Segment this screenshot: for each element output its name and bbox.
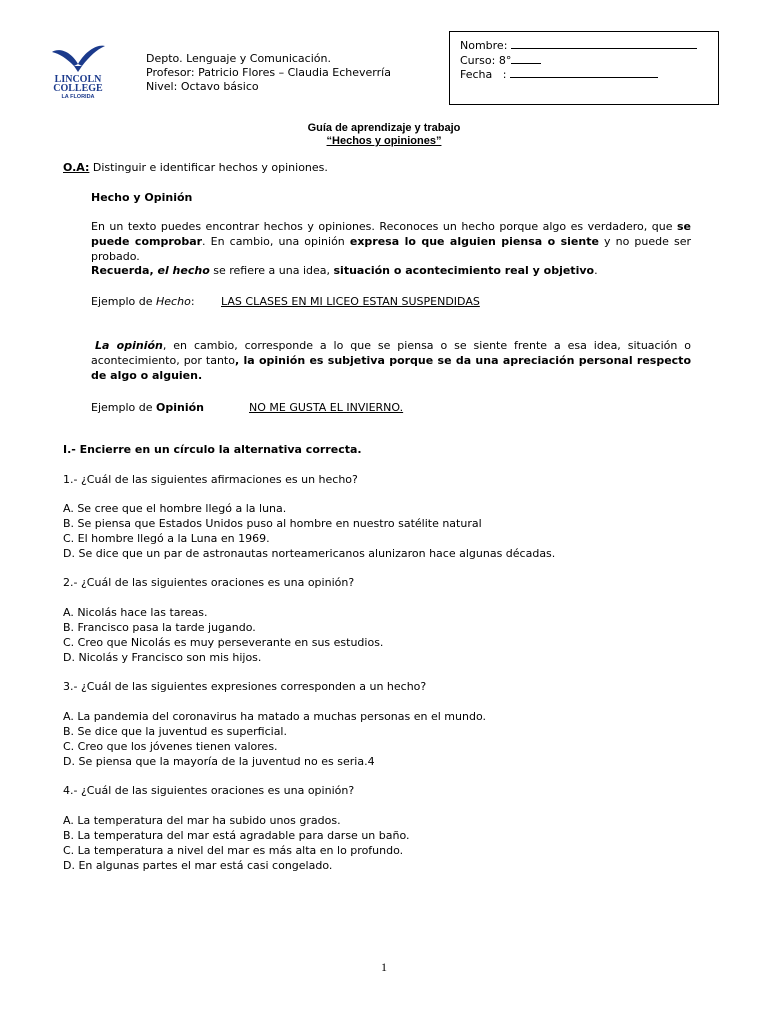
reminder-line [91, 264, 598, 277]
section-heading-text: Hecho y Opinión [91, 191, 193, 204]
fact-example-value: LAS CLASES EN MI LICEO ESTAN SUSPENDIDAS [221, 295, 480, 308]
question-4-option-c[interactable]: C. La temperatura a nivel del mar es más alta en lo profundo. [63, 844, 404, 857]
fact-example-label-text: Ejemplo de [91, 295, 157, 308]
para2-bold: , la opinión es subjetiva porque se da una apreciación personal respecto de algo o alguien. [91, 354, 691, 382]
eagle-wings-icon [50, 42, 106, 100]
school-logo [50, 42, 106, 100]
question-2: 2.- ¿Cuál de las siguientes oraciones es una opinión? [63, 576, 355, 589]
course-field[interactable] [460, 53, 541, 67]
question-3: 3.- ¿Cuál de las siguientes expresiones corresponden a un hecho? [63, 680, 427, 693]
page-number: 1 [381, 960, 387, 974]
reminder-italic: el hecho [157, 264, 210, 277]
course-label: Curso: 8° [460, 54, 512, 67]
oa-text: Distinguir e identificar hechos y opiniones. [89, 161, 328, 174]
question-3-option-b[interactable]: B. Se dice que la juventud es superficial. [63, 725, 287, 738]
opinion-example-value: NO ME GUSTA EL INVIERNO. [249, 401, 404, 414]
name-field[interactable] [460, 38, 697, 52]
section-heading [91, 191, 192, 204]
reminder-bold-2: situación o acontecimiento real y objetivo [333, 264, 595, 277]
logo-line2: COLLEGE [53, 83, 103, 94]
date-field[interactable] [460, 67, 658, 81]
date-label: Fecha : [460, 68, 507, 81]
para2-italic: La opinión [95, 339, 163, 352]
question-4-option-a[interactable]: A. La temperatura del mar ha subido unos grados. [63, 814, 341, 827]
fact-example-label-italic: Hecho [156, 295, 191, 308]
question-1-option-a[interactable]: A. Se cree que el hombre llegó a la luna. [63, 502, 287, 515]
para2-text: , en cambio, corresponde a lo que se piensa o se siente frente a esa idea, situación o acontecimiento, por tanto [91, 339, 691, 367]
para1-text-3: y no puede ser probado. [91, 235, 691, 263]
question-2-option-d[interactable]: D. Nicolás y Francisco son mis hijos. [63, 651, 262, 664]
question-4-option-d[interactable]: D. En algunas partes el mar está casi congelado. [63, 859, 333, 872]
question-1-option-b[interactable]: B. Se piensa que Estados Unidos puso al hombre en nuestro satélite natural [63, 517, 482, 530]
fact-definition-paragraph [91, 219, 691, 264]
question-2-option-b[interactable]: B. Francisco pasa la tarde jugando. [63, 621, 256, 634]
name-blank[interactable] [511, 38, 697, 49]
para1-bold-2: expresa lo que alguien piensa o siente [349, 235, 599, 248]
question-2-option-c[interactable]: C. Creo que Nicolás es muy perseverante en sus estudios. [63, 636, 384, 649]
opinion-definition-paragraph [91, 338, 691, 383]
guide-subtitle: “Hechos y opiniones” [326, 135, 442, 147]
reminder-bold-1: Recuerda, [91, 264, 158, 277]
date-blank[interactable] [510, 67, 658, 78]
course-blank[interactable] [511, 53, 541, 64]
reminder-text-1: se refiere a una idea, [209, 264, 334, 277]
question-3-option-c[interactable]: C. Creo que los jóvenes tienen valores. [63, 740, 278, 753]
instructions-text: I.- Encierre en un círculo la alternativa correcta. [63, 443, 362, 456]
question-2-option-a[interactable]: A. Nicolás hace las tareas. [63, 606, 208, 619]
question-4: 4.- ¿Cuál de las siguientes oraciones es una opinión? [63, 784, 355, 797]
para1-text-2: . En cambio, una opinión [202, 235, 350, 248]
question-1-option-d[interactable]: D. Se dice que un par de astronautas norteamericanos alunizaron hace algunas décadas. [63, 547, 556, 560]
question-3-option-a[interactable]: A. La pandemia del coronavirus ha matado a muchas personas en el mundo. [63, 710, 486, 723]
opinion-example-label-text: Ejemplo de [91, 401, 157, 414]
oa-label: O.A: [63, 161, 90, 174]
question-1: 1.- ¿Cuál de las siguientes afirmaciones es un hecho? [63, 473, 358, 486]
reminder-text-2: . [594, 264, 598, 277]
guide-title: Guía de aprendizaje y trabajo [307, 122, 461, 134]
opinion-example-label [91, 401, 204, 414]
fact-example-label [91, 295, 195, 308]
teacher-line: Profesor: Patricio Flores – Claudia Echeverría [146, 66, 391, 79]
name-label: Nombre: [460, 39, 508, 52]
fact-example-colon: : [190, 295, 195, 308]
learning-objective [63, 161, 328, 174]
question-3-option-d[interactable]: D. Se piensa que la mayoría de la juventud no es seria.4 [63, 755, 375, 768]
para1-bold-1: se puede comprobar [91, 220, 691, 248]
opinion-example-label-bold: Opinión [156, 401, 205, 414]
question-1-option-c[interactable]: C. El hombre llegó a la Luna en 1969. [63, 532, 270, 545]
logo-line3: LA FLORIDA [61, 94, 95, 100]
logo-line1: LINCOLN [54, 74, 102, 85]
level-line: Nivel: Octavo básico [146, 80, 259, 93]
department-line: Depto. Lenguaje y Comunicación. [146, 52, 331, 65]
question-4-option-b[interactable]: B. La temperatura del mar está agradable para darse un baño. [63, 829, 410, 842]
para1-text-1: En un texto puedes encontrar hechos y opiniones. Reconoces un hecho porque algo es verdadero, que [91, 220, 677, 233]
instructions [63, 443, 362, 456]
